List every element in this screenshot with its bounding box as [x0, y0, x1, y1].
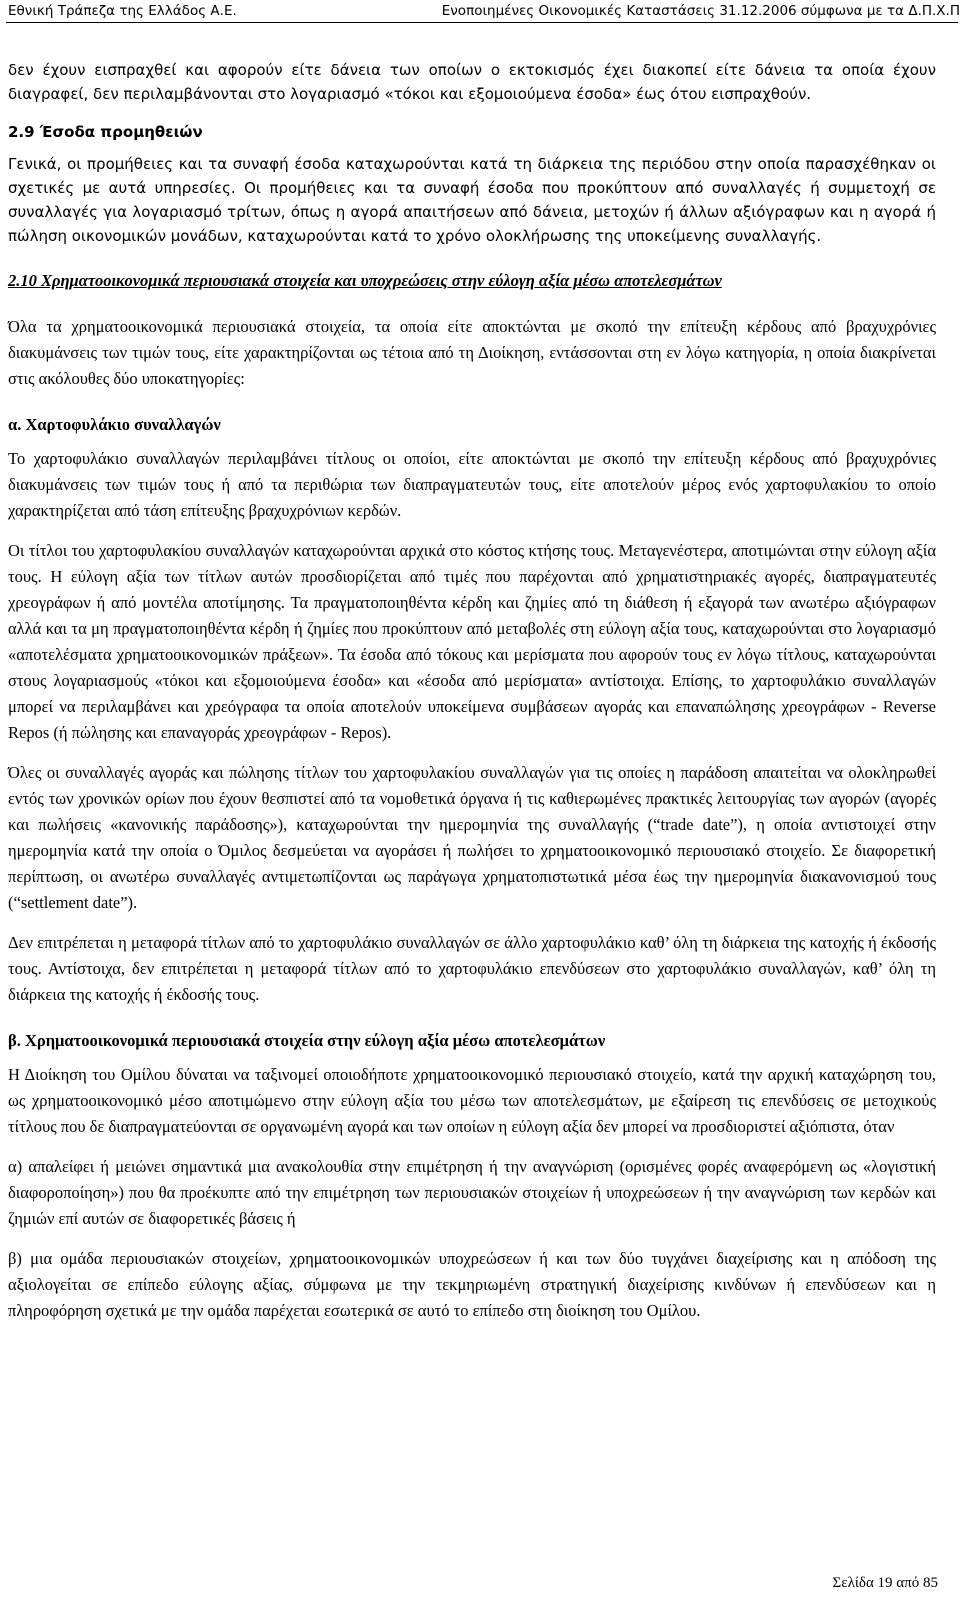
page-number: Σελίδα 19 από 85	[832, 1575, 938, 1591]
subsection-a-heading: α. Χαρτοφυλάκιο συναλλαγών	[8, 415, 221, 434]
section-2-9-heading: 2.9 Έσοδα προμηθειών	[8, 123, 203, 141]
header-rule	[6, 22, 958, 23]
section-2-9-paragraph: Γενικά, οι προμήθειες και τα συναφή έσοδα καταχωρούνται κατά τη διάρκεια της περιόδου στην οποία παρασχέθηκαν οι σχετικές με αυτά υπηρεσίες. Οι προμήθειες και τα συναφή έσοδα που προκύπτουν από συναλλαγές ή συμμετοχή σε συναλλαγές για λογαριασμό τρίτων, όπως η αγορά απαιτήσεων από δάνεια, μετοχών ή άλλων αξιόγραφων και η αγορά ή πώληση οικονομικών μονάδων, καταχωρούνται κατά το χρόνο ολοκλήρωσης της υποκείμενης συναλλαγής.	[8, 155, 936, 245]
header-bank-name: Εθνική Τράπεζα της Ελλάδος Α.Ε.	[8, 3, 237, 19]
intro-paragraph: δεν έχουν εισπραχθεί και αφορούν είτε δάνεια των οποίων ο εκτοκισμός έχει διακοπεί είτε δάνεια τα οποία έχουν διαγραφεί, δεν περιλαμβάνονται στο λογαριασμό «τόκοι και εξομοιούμενα έσοδα» έως ότου εισπραχθούν.	[8, 61, 936, 103]
subsection-b-heading: β. Χρηματοοικονομικά περιουσιακά στοιχεία στην εύλογη αξία μέσω αποτελεσμάτων	[8, 1031, 606, 1050]
page-header	[0, 0, 960, 22]
subsection-b-item-b: β) μια ομάδα περιουσιακών στοιχείων, χρηματοοικονομικών υποχρεώσεων ή και των δύο τυγχάνει διαχείρισης και η απόδοση της αξιολογείται σε επίπεδο εύλογης αξίας, σύμφωνα με την τεκμηριωμένη στρατηγική διαχείρισης κινδύνων ή επενδύσεων και η πληροφόρηση σχετικά με την ομάδα παρέχεται εσωτερικά σε αυτό το επίπεδο στη διοίκηση του Ομίλου.	[8, 1249, 936, 1320]
page-content	[8, 58, 936, 1324]
subsection-a-paragraph-3: Όλες οι συναλλαγές αγοράς και πώλησης τίτλων του χαρτοφυλακίου συναλλαγών για τις οποίες η παράδοση απαιτείται να ολοκληρωθεί εντός των χρονικών ορίων που έχουν θεσπιστεί από τα νομοθετικά όργανα ή τις καθιερωμένες πρακτικές λειτουργίας των αγορών (αγορές και πωλήσεις «κανονικής παράδοσης»), καταχωρούνται την ημερομηνία της συναλλαγής (“trade date”), η οποία αντιστοιχεί στην ημερομηνία κατά την οποία ο Όμιλος δεσμεύεται να αγοράσει ή πωλήσει το χρηματοοικονομικό περιουσιακό στοιχείο. Σε διαφορετική περίπτωση, οι ανωτέρω συναλλαγές αντιμετωπίζονται ως παράγωγα χρηματοπιστωτικά μέσα έως την ημερομηνία διακανονισμού τους (“settlement date”).	[8, 763, 936, 912]
subsection-a-paragraph-4: Δεν επιτρέπεται η μεταφορά τίτλων από το χαρτοφυλάκιο συναλλαγών σε άλλο χαρτοφυλάκιο καθ’ όλη τη διάρκεια της κατοχής ή έκδοσής τους. Αντίστοιχα, δεν επιτρέπεται η μεταφορά τίτλων από το χαρτοφυλάκιο επενδύσεων στο χαρτοφυλάκιο συναλλαγών, καθ’ όλη τη διάρκεια της κατοχής ή έκδοσής τους.	[8, 933, 936, 1004]
section-2-10-intro-paragraph: Όλα τα χρηματοοικονομικά περιουσιακά στοιχεία, τα οποία είτε αποκτώνται με σκοπό την επίτευξη κέρδους από βραχυχρόνιες διακυμάνσεις των τιμών τους, είτε χαρακτηρίζονται ως τέτοια από τη Διοίκηση, εντάσσονται στη εν λόγω κατηγορία, η οποία διακρίνεται στις ακόλουθες δύο υποκατηγορίες:	[8, 317, 936, 388]
subsection-a-paragraph-1: Το χαρτοφυλάκιο συναλλαγών περιλαμβάνει τίτλους οι οποίοι, είτε αποκτώνται με σκοπό την επίτευξη κέρδους από βραχυχρόνιες διακυμάνσεις των τιμών τους ή από τα περιθώρια των διαπραγματευτών τους, είτε αποτελούν μέρος ενός χαρτοφυλακίου το οποίο χαρακτηρίζεται από τάση επίτευξης βραχυχρόνιων κερδών.	[8, 449, 936, 520]
subsection-b-paragraph-1: Η Διοίκηση του Ομίλου δύναται να ταξινομεί οποιοδήποτε χρηματοοικονομικό περιουσιακό στοιχείο, κατά την αρχική καταχώρηση του, ως χρηματοοικονομικό μέσο αποτιμώμενο στην εύλογη αξία του μέσω των αποτελεσμάτων, με εξαίρεση τις επενδύσεις σε μετοχικούς τίτλους που δε διαπραγματεύονται σε οργανωμένη αγορά και των οποίων η εύλογη αξία δεν μπορεί να προσδιοριστεί αξιόπιστα, όταν	[8, 1065, 936, 1136]
header-report-title: Ενοποιημένες Οικονομικές Καταστάσεις 31.12.2006 σύμφωνα με τα Δ.Π.Χ.Π	[441, 3, 960, 19]
subsection-b-item-a: α) απαλείφει ή μειώνει σημαντικά μια ανακολουθία στην επιμέτρηση ή την αναγνώριση (ορισμένες φορές αναφερόμενη ως «λογιστική διαφοροποίηση») που θα προέκυπτε από την επιμέτρηση των περιουσιακών στοιχείων ή υποχρεώσεων ή την αναγνώριση των κερδών και ζημιών επί αυτών σε διαφορετικές βάσεις ή	[8, 1157, 936, 1228]
subsection-a-paragraph-2: Οι τίτλοι του χαρτοφυλακίου συναλλαγών καταχωρούνται αρχικά στο κόστος κτήσης τους. Μεταγενέστερα, αποτιμώνται στην εύλογη αξία τους. Η εύλογη αξία των τίτλων αυτών προσδιορίζεται από τιμές που παρέχονται από χρηματιστηριακές αγορές, διαπραγματευτές χρεογράφων ή από μοντέλα αποτίμησης. Τα πραγματοποιηθέντα κέρδη και ζημίες από τη διάθεση ή εξαγορά των ανωτέρω αξιόγραφων αλλά και τα μη πραγματοποιηθέντα κέρδη ή ζημίες που προκύπτουν από μεταβολές στη εύλογη αξία τους, καταχωρούνται στο λογαριασμό «αποτελέσματα χρηματοοικονομικών πράξεων». Τα έσοδα από τόκους και μερίσματα που αφορούν τους εν λόγω τίτλους, καταχωρούνται στους λογαριασμούς «τόκοι και εξομοιούμενα έσοδα» και «έσοδα από μερίσματα» αντίστοιχα. Επίσης, το χαρτοφυλάκιο συναλλαγών μπορεί να περιλαμβάνει και χρεόγραφα τα οποία αποτελούν υποκείμενα συμβάσεων αγοράς και επαναπώλησης χρεογράφων - Reverse Repos (ή πώλησης και επαναγοράς χρεογράφων - Repos).	[8, 541, 936, 742]
section-2-10-heading: 2.10 Χρηματοοικονομικά περιουσιακά στοιχεία και υποχρεώσεις στην εύλογη αξία μέσω αποτελεσμάτων	[8, 271, 722, 290]
